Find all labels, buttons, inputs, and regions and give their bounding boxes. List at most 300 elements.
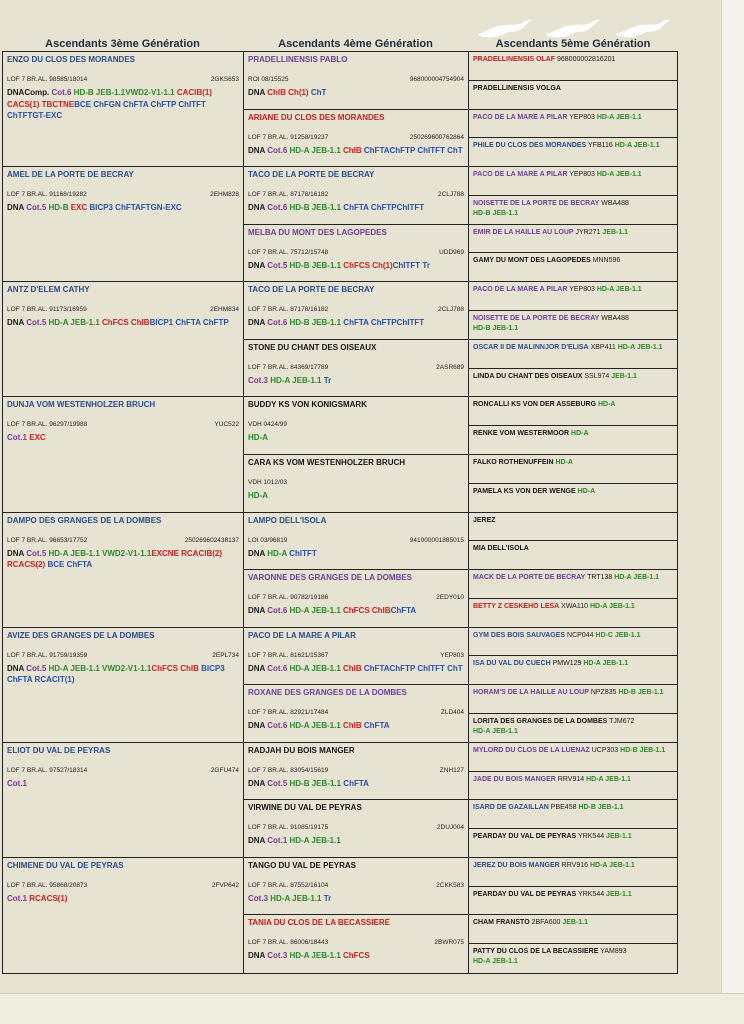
test-result: DNA [248,203,268,213]
test-result: ChFTA [363,721,390,731]
gen5-cell [469,253,677,282]
test-result: HD-A JEB-1.1 [588,861,635,869]
dog-name-text: PRADELLINENSIS OLAF [473,56,556,63]
dog-name-text: GAMY DU MONT DES LAGOPEDES [473,257,591,265]
identification-number: UDD969 [439,248,464,256]
gen3-cell [3,858,243,973]
test-result: FTGN-EXC [140,203,182,213]
test-result: Cot.5 [26,203,49,213]
identification-number: 2BFA600 [529,919,561,927]
health-titles [7,778,239,790]
identification-number: 2DUJ004 [436,824,464,832]
test-result: Cot.1 [7,893,30,903]
registration-number: LOF 7 BR.AL. 75712/15748 [248,248,329,256]
test-result: ChFTA [363,663,390,673]
dog-name: RADJAH DU BOIS MANGER [248,745,355,755]
dog-name-text: PRADELLINENSIS VOLGA [473,84,561,92]
gen4-cell [244,52,468,110]
health-titles [473,324,674,334]
identification-number: 2EPL734 [212,651,239,659]
dog-name [473,371,674,382]
gen5-cell [469,81,677,110]
test-result: VWD2-V1-1.1 [125,88,177,97]
gen5-cell [469,915,677,944]
registration-number: LOF 7 BR.AL. 86006/18443 [248,939,329,947]
gen4-cell [244,455,468,513]
identification-number: YRK544 [576,833,605,841]
registration-line [248,823,464,832]
test-result: BICP3 ChFTA RCACIT(1) [7,663,225,685]
health-titles [248,720,464,732]
test-result: HD-B JEB-1.1 [289,203,344,213]
gen4-cell [244,225,468,283]
test-result: Cot.6 [51,88,74,97]
header-gen4: Ascendants 4ème Génération [278,38,433,50]
dog-name [473,774,674,785]
identification-number: YFB116 [586,142,613,150]
identification-number: YEP803 [440,651,464,659]
registration-line [248,881,464,890]
test-result: DNA [248,721,268,731]
dog-name [473,716,674,727]
registration-line [7,305,239,314]
gen4-cell [244,628,468,686]
test-result: HD-A JEB-1.1 [289,951,343,961]
registration-number: LOF 7 BR.AL. 95868/20873 [7,881,88,889]
header-gen5: Ascendants 5ème Génération [495,38,651,50]
registration-number: LOF 7 BR.AL. 97527/18314 [7,766,88,774]
test-result: DNA [248,606,268,616]
dog-name-text: JADE DU BOIS MANGER [473,775,556,783]
gen5-cell [469,340,677,369]
test-result: HD-B JEB-1.1 [73,88,126,97]
health-titles [248,202,464,214]
dog-name [473,83,674,94]
gen5-column [469,52,677,973]
test-result: Cot.5 [26,548,49,558]
dog-name [473,543,674,554]
dog-name [473,255,674,266]
test-result: HD-A [596,401,616,409]
test-result: Cot.3 [267,951,290,961]
registration-number: LOF 7 BR.AL. 98585/18014 [7,76,88,83]
gen3-cell [3,282,243,397]
test-result: DNA [7,318,27,328]
dog-name: AVIZE DES GRANGES DE LA DOMBES [7,630,155,640]
dog-name [473,313,674,324]
gen4-cell [244,570,468,628]
dog-name-text: JEREZ DU BOIS MANGER [473,861,560,869]
identification-number: YEP803 [567,286,595,294]
identification-number: NPZ835 [588,689,617,697]
gen5-cell [469,484,677,513]
test-result: ChFCS ChIB [343,606,391,616]
identification-number: MNN596 [590,257,621,265]
registration-line [7,881,239,890]
test-result: HD-A JEB-1.1 [612,574,660,582]
gen5-cell [469,397,677,426]
dog-name-text: PATTY DU CLOS DE LA BECASSIERE [473,948,599,956]
test-result: Cot.1 [7,778,27,788]
gen5-cell [469,426,677,455]
test-result: DNA [248,88,268,97]
dog-name: STONE DU CHANT DES OISEAUX [248,342,377,352]
registration-number: LOF 7 BR.AL. 87552/16104 [248,881,329,889]
identification-number: YUC522 [214,421,239,429]
test-result: Cot.1 [7,433,30,443]
identification-number: 2CLJ788 [437,306,464,314]
gen4-cell [244,743,468,801]
dog-name [473,802,674,813]
test-result: DNA [248,145,268,155]
identification-number: TJM672 [607,717,635,725]
test-result: EXCNE RCACIB(2) RCACS(2) [7,548,223,569]
identification-number: TRT138 [585,574,613,582]
test-result: DNA [248,260,268,270]
test-result: HD-A JEB-1.1 [289,836,341,846]
gen4-column [244,52,469,973]
test-result: Cot.6 [267,606,290,616]
test-result: HD-A JEB-1.1 [289,663,343,673]
test-result: Cot.6 [267,145,290,155]
health-titles [248,663,464,675]
gen3-cell [3,628,243,743]
identification-number: YEP803 [567,113,595,121]
test-result: ChIB [343,663,364,673]
test-result: EXC [70,203,90,213]
page-right-edge [721,0,744,1024]
dog-name-text: NOISETTE DE LA PORTE DE BECRAY [473,199,600,207]
gen3-cell [3,167,243,282]
health-titles [248,317,464,329]
test-result: HD-A [248,490,268,500]
test-result: Tr [323,893,332,903]
dog-name [473,342,674,353]
registration-line [248,190,464,199]
test-result: ChITFT [289,548,317,558]
test-result: ChIB [343,145,364,155]
test-result: Tr [323,375,332,385]
health-titles [7,317,239,329]
dog-name [473,169,674,180]
test-result: HD-A JEB-1.1 [588,602,635,610]
test-result: HD-B JEB-1.1 [289,778,344,788]
gen5-cell [469,52,677,81]
gen5-cell [469,311,677,340]
dog-name: BUDDY KS VON KONIGSMARK [248,400,367,410]
dog-name-text: CHAM FRANSTO [473,919,530,927]
dog-name-text: PEARDAY DU VAL DE PEYRAS [473,833,577,841]
registration-number: LOF 7 BR.AL. 96653/17752 [7,536,88,544]
dog-name-text: PHILE DU CLOS DES MORANDES [473,142,587,150]
test-result: ChITFT Tr [392,260,430,270]
registration-number: LOF 7 BR.AL. 84369/17789 [248,363,329,371]
test-result: DNA [7,203,27,213]
dog-name: TACO DE LA PORTE DE BECRAY [248,285,375,295]
identification-number: 2CKK583 [436,881,464,889]
dog-name: ENZO DU CLOS DES MORANDES [7,55,136,64]
dog-name [473,428,674,439]
dog-name-text: RENKE VOM WESTERMOOR [473,430,570,438]
identification-number: 968000004754904 [409,76,464,83]
test-result: HD-A JEB-1.1 [270,893,324,903]
gen4-cell [244,110,468,168]
gen5-cell [469,944,677,973]
registration-line [7,766,239,775]
gen5-cell [469,772,677,801]
test-result: Cot.5 [26,663,49,673]
test-result: ChIB [343,721,364,731]
health-titles [473,209,674,219]
gen4-cell [244,915,468,973]
registration-number: LOF 7 BR.AL. 81621/15367 [248,651,329,659]
identification-number: 2FVP642 [211,881,239,889]
dog-name: DAMPO DES GRANGES DE LA DOMBES [7,515,162,525]
gen5-cell [469,599,677,628]
identification-number: 2BWR075 [434,939,464,947]
test-result: CACIB(1) CACS(1) TBCTNE [7,88,212,109]
dog-name: MELBA DU MONT DES LAGOPEDES [248,227,387,237]
test-result: Cot.1 [267,836,290,846]
health-titles [248,605,464,617]
dog-name: DUNJA VOM WESTENHOLZER BRUCH [7,400,156,410]
test-result: ChFTA [390,606,417,616]
dog-name [473,140,674,151]
health-titles [7,432,239,444]
test-result: Cot.6 [267,318,290,328]
identification-number: XBP411 [588,343,616,351]
test-result: HD-B JEB-1.1 [576,804,624,812]
dog-name [473,515,674,526]
dog-name [473,630,674,641]
registration-line [7,75,239,84]
test-result: ChITFT [396,203,425,213]
health-titles [248,375,464,387]
registration-line [248,305,464,314]
dog-name: LAMPO DELL'ISOLA [248,515,327,525]
registration-number: LOF 7 BR.AL. 91173/16959 [7,306,87,314]
test-result: HD-B JEB-1.1 [616,689,664,697]
test-result: HD-A JEB-1.1 [289,721,343,731]
identification-number: 2EHM834 [210,306,239,314]
identification-number: RRV914 [555,775,585,783]
dog-name [473,284,674,295]
dog-name: TACO DE LA PORTE DE BECRAY [248,170,375,180]
dog-name: PRADELLINENSIS PABLO [248,55,348,64]
dog-name [473,860,674,871]
test-result: JEB-1.1 [609,372,637,380]
test-result: HD-A JEB-1.1 [289,145,343,155]
dog-name-text: FALKO ROTHENUFFEIN [473,458,554,466]
identification-number: YRK544 [576,890,605,898]
registration-line [7,651,239,660]
dog-name-text: BETTY Z CESKEHO LESA [473,602,560,610]
test-result: DNA [7,548,27,558]
registration-number: LOF 7 BR.AL. 87178/16182 [248,191,329,199]
test-result: HD-B JEB-1.1 [289,318,344,328]
test-result: ChFCS ChIB [102,318,150,328]
dog-name-text: MACK DE LA PORTE DE BECRAY [473,574,586,582]
identification-number: JYR271 [573,228,601,236]
registration-number: LOF 7 BR.AL. 83054/15619 [248,766,329,774]
identification-number: 250269600762864 [409,133,464,141]
test-result: ChITFT [396,318,425,328]
dog-name [473,687,674,698]
health-titles [473,727,674,737]
registration-line [248,478,464,487]
test-result: ChFTA ChFTP [343,318,397,328]
test-result: DNA [7,663,27,673]
registration-line [7,536,239,545]
test-result: HD-A [569,430,589,438]
dog-name-text: MIA DELL'ISOLA [473,545,529,553]
dog-name: AMEL DE LA PORTE DE BECRAY [7,170,134,180]
dog-name-text: RONCALLI KS VON DER ASSEBURG [473,401,597,409]
test-result: Cot.6 [267,203,290,213]
test-result: JEB-1.1 [560,919,589,927]
test-result: ChFTP ChITFT ChT [389,663,463,673]
health-titles [7,87,239,122]
identification-number: ZLD404 [440,709,464,717]
test-result: Cot.6 [267,663,290,673]
test-result: HD-B JEB-1.1 [289,260,344,270]
gen5-cell [469,628,677,657]
dog-name-text: PEARDAY DU VAL DE PEYRAS [473,890,577,898]
gen3-cell [3,52,243,167]
dog-name-text: ISARD DE GAZAILLAN [473,804,549,812]
gen5-cell [469,743,677,772]
registration-number: VDH 1012/03 [248,478,288,486]
running-dogs-logo [474,8,674,42]
test-result: HD-A [553,458,573,466]
health-titles [248,835,464,847]
test-result: DNA [248,548,268,558]
gen5-cell [469,138,677,167]
test-result: HD-C JEB-1.1 [593,631,641,639]
test-result: HD-A JEB-1.1 [594,113,642,121]
registration-line [248,938,464,947]
gen3-cell [3,743,243,858]
health-titles [473,957,674,967]
gen5-cell [469,800,677,829]
health-titles [7,893,239,905]
gen4-cell [244,800,468,858]
dog-name [473,658,674,669]
registration-line [248,133,464,142]
gen5-cell [469,196,677,225]
registration-line [248,593,464,602]
identification-number: YAM893 [598,948,627,956]
health-titles [248,893,464,905]
test-result: ChFCS Ch(1) [343,260,393,270]
test-result: ChFTA ChFTP [343,203,397,213]
gen5-cell [469,570,677,599]
identification-number: 2EHM828 [210,191,239,199]
identification-number: RRV916 [559,861,589,869]
dog-name-text: EMIR DE LA HAILLE AU LOUP [473,228,574,236]
dog-name-text: LORITA DES GRANGES DE LA DOMBES [473,717,608,725]
dog-name [473,889,674,900]
test-result: ChFTA [343,778,369,788]
registration-number: LOF 7 BR.AL. 90782/19186 [248,594,329,602]
registration-number: LOF 7 BR.AL. 82921/17484 [248,709,329,717]
gen4-cell [244,685,468,743]
test-result: FTGT-EXC [22,111,63,120]
test-result: DNAComp. [7,88,52,97]
test-result: HD-A JEB-1.1 [581,660,629,668]
registration-line [248,248,464,257]
health-titles [7,548,239,571]
dog-name: ARIANE DU CLOS DES MORANDES [248,112,385,122]
dog-name [473,745,674,756]
identification-number: WBA488 [599,315,629,323]
gen5-cell [469,829,677,858]
test-result: HD-B [48,203,71,213]
gen5-cell [469,225,677,254]
test-result: Cot.5 [26,318,49,328]
test-result: Cot.5 [267,778,290,788]
test-result: HD-A JEB-1.1 [594,286,642,294]
gen5-cell [469,887,677,916]
test-result: BICP1 ChFTA ChFTP [149,318,229,328]
gen5-cell [469,369,677,398]
dog-name: TANGO DU VAL DE PEYRAS [248,860,357,870]
test-result: BCE ChFGN ChFTA ChFTP ChITFT ChT [7,99,206,120]
dog-name: ELIOT DU VAL DE PEYRAS [7,745,111,755]
registration-line [248,75,464,84]
gen4-cell [244,858,468,916]
test-result: DNA [248,778,268,788]
identification-number: PBE458 [548,804,577,812]
test-result: HD-A JEB-1.1 [473,958,518,966]
test-result: HD-A JEB-1.1 [615,343,663,351]
test-result: HD-A JEB-1.1 [612,142,660,150]
dog-name: TANIA DU CLOS DE LA BECASSIERE [248,918,390,928]
test-result: DNA [248,663,268,673]
test-result: ChFTA [363,145,390,155]
dog-name [473,399,674,410]
health-titles [248,260,464,272]
test-result: DNA [248,836,268,846]
gen5-cell [469,541,677,570]
dog-name-text: GYM DES BOIS SAUVAGES [473,631,566,639]
registration-number: LOF 7 BR.AL. 91258/19237 [248,133,329,141]
dog-name [473,601,674,612]
page-bottom-edge [0,993,744,1024]
test-result: DNA [248,951,268,961]
health-titles [248,87,464,99]
dog-name [473,198,674,209]
registration-line [248,766,464,775]
header-gen3: Ascendants 3ème Génération [45,38,200,50]
test-result: DNA [248,318,268,328]
dog-name-text: LINDA DU CHANT DES OISEAUX [473,372,583,380]
registration-line [7,190,239,199]
test-result: HD-A JEB-1.1 VWD2-V1-1.1 [48,663,152,673]
test-result: RCACS(1) [29,893,68,903]
registration-number: LOF 7 BR.AL. 91168/19282 [7,191,87,199]
dog-name [473,831,674,842]
identification-number: 941000001885015 [409,536,464,544]
test-result: BCE ChFTA [47,560,93,569]
identification-number: 2GKS653 [210,76,239,83]
registration-line [7,420,239,429]
health-titles [248,145,464,157]
dog-name: ANTZ D'ELEM CATHY [7,285,90,295]
registration-number: LOF 7 BR.AL. 91085/19175 [248,824,329,832]
dog-name [473,946,674,957]
dog-name: VARONNE DES GRANGES DE LA DOMBES [248,573,413,583]
